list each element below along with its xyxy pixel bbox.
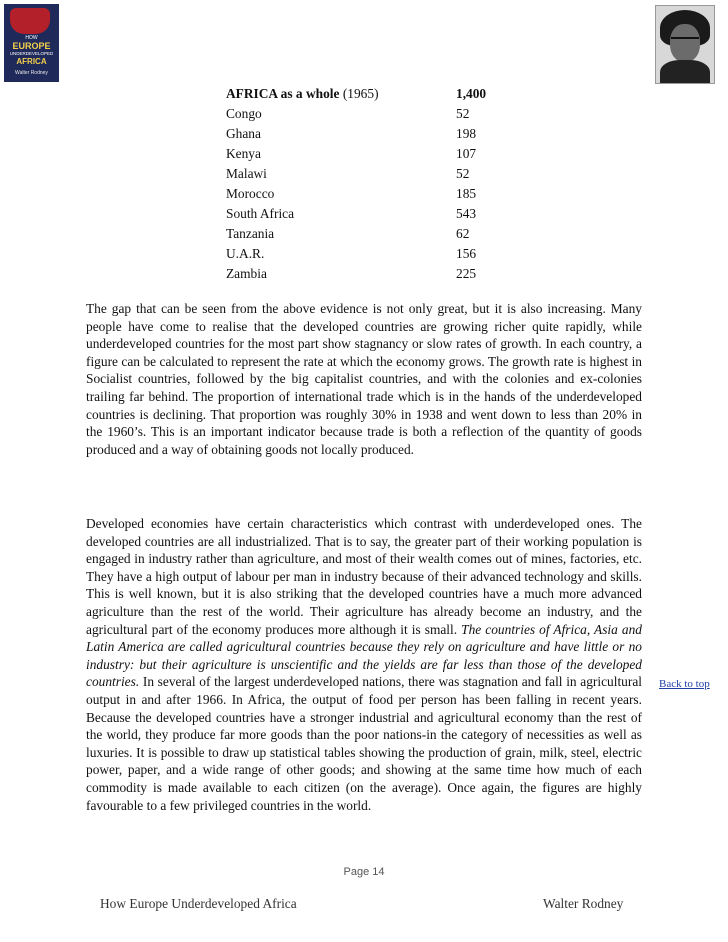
author-portrait: [655, 5, 715, 84]
cover-text: EUROPE: [12, 41, 51, 51]
country-name: Ghana: [226, 126, 261, 141]
table-header-row: [226, 86, 506, 106]
table-row: [226, 106, 506, 126]
cover-author: Walter Rodney: [15, 70, 48, 76]
country-value: 225: [456, 266, 477, 281]
country-value: 52: [456, 106, 470, 121]
table-heading-value: 1,400: [456, 86, 487, 101]
table-heading-label: AFRICA as a whole: [226, 86, 340, 101]
italic-passage: The countries of Africa, Asia and Latin America are called agricultural countries because they rely on agriculture and have little or no industry: but their agriculture is unscientific and the yields are far less than those of the developed countries.: [86, 621, 642, 690]
cover-text: AFRICA: [16, 57, 47, 66]
table-row: [226, 166, 506, 186]
raised-fist-illustration: [10, 8, 50, 34]
country-name: U.A.R.: [226, 246, 265, 261]
page-number: Page 14: [343, 866, 385, 878]
country-value: 62: [456, 226, 470, 241]
footer-author: Walter Rodney: [543, 896, 624, 911]
table-row: [226, 126, 506, 146]
paragraph-developed-economies: [86, 515, 642, 814]
country-value: 543: [456, 206, 477, 221]
country-name: Tanzania: [226, 226, 275, 241]
country-name: Morocco: [226, 186, 275, 201]
country-value: 185: [456, 186, 477, 201]
country-name: Zambia: [226, 266, 267, 281]
country-name: Kenya: [226, 146, 261, 161]
country-value: 156: [456, 246, 477, 261]
country-name: Congo: [226, 106, 262, 121]
country-value: 107: [456, 146, 477, 161]
book-cover-thumbnail: [4, 4, 59, 82]
table-row: [226, 226, 506, 246]
country-value: 198: [456, 126, 477, 141]
country-name: South Africa: [226, 206, 295, 221]
cover-text: HOW: [25, 35, 38, 41]
paragraph-trade-gap: The gap that can be seen from the above evidence is not only great, but it is also increasing. Many people have come to realise that the developed countries are growing richer quite rapidly, while underdeveloped countries for the most part show stagnancy or slow rates of growth. In each country, a figure can be calculated to represent the rate at which the economy grows. The growth rate is highest in Socialist countries, followed by the big capitalist countries, and with the colonies and ex-colonies trailing far behind. The proportion of international trade which is in the hands of the underdeveloped countries is declining. That proportion was roughly 30% in 1938 and went down to less than 20% in the 1960’s. This is an important indicator because trade is both a reflection of the quantity of goods produced and a way of obtaining goods not locally produced.: [86, 301, 642, 457]
cover-text: UNDERDEVELOPED: [9, 51, 54, 56]
table-row: [226, 146, 506, 166]
table-row: [226, 246, 506, 266]
table-heading-year: (1965): [342, 86, 379, 101]
paragraph-text: Developed economies have certain characteristics which contrast with underdeveloped ones. The developed countries are all industrialized. That is to say, the greater part of their working population is engaged in industry rather than agriculture, and most of their wealth comes out of mines, factories, etc. They have a high output of labour per man in industry because of their advanced technology and skills. This is well known, but it is also striking that the developed countries have a much more advanced agriculture than the rest of the world. Their agriculture has already become an industry, and the agricultural part of the economy produces more although it is small.: [86, 516, 642, 637]
footer-book-title: How Europe Underdeveloped Africa: [100, 896, 297, 911]
paragraph-text: In several of the largest underdeveloped nations, there was stagnation and fall in agricultural output in and after 1966. In Africa, the output of food per person has been falling in recent years. Because the developed countries have a stronger industrial and agricultural economy than the rest of the world, they produce far more goods than the poor nations-in the category of necessities as well as luxuries. It is possible to draw up statistical tables showing the production of grain, milk, steel, electric power, paper, and a wide range of other goods; and showing at the same time how much of each commodity is made available to each citizen (on the average). Once again, the figures are highly favourable to a few privileged countries in the world.: [86, 674, 642, 813]
table-row: [226, 206, 506, 226]
table-row: [226, 186, 506, 206]
country-name: Malawi: [226, 166, 267, 181]
country-value: 52: [456, 166, 470, 181]
table-row: [226, 266, 506, 286]
back-to-top-link[interactable]: Back to top: [659, 678, 710, 690]
